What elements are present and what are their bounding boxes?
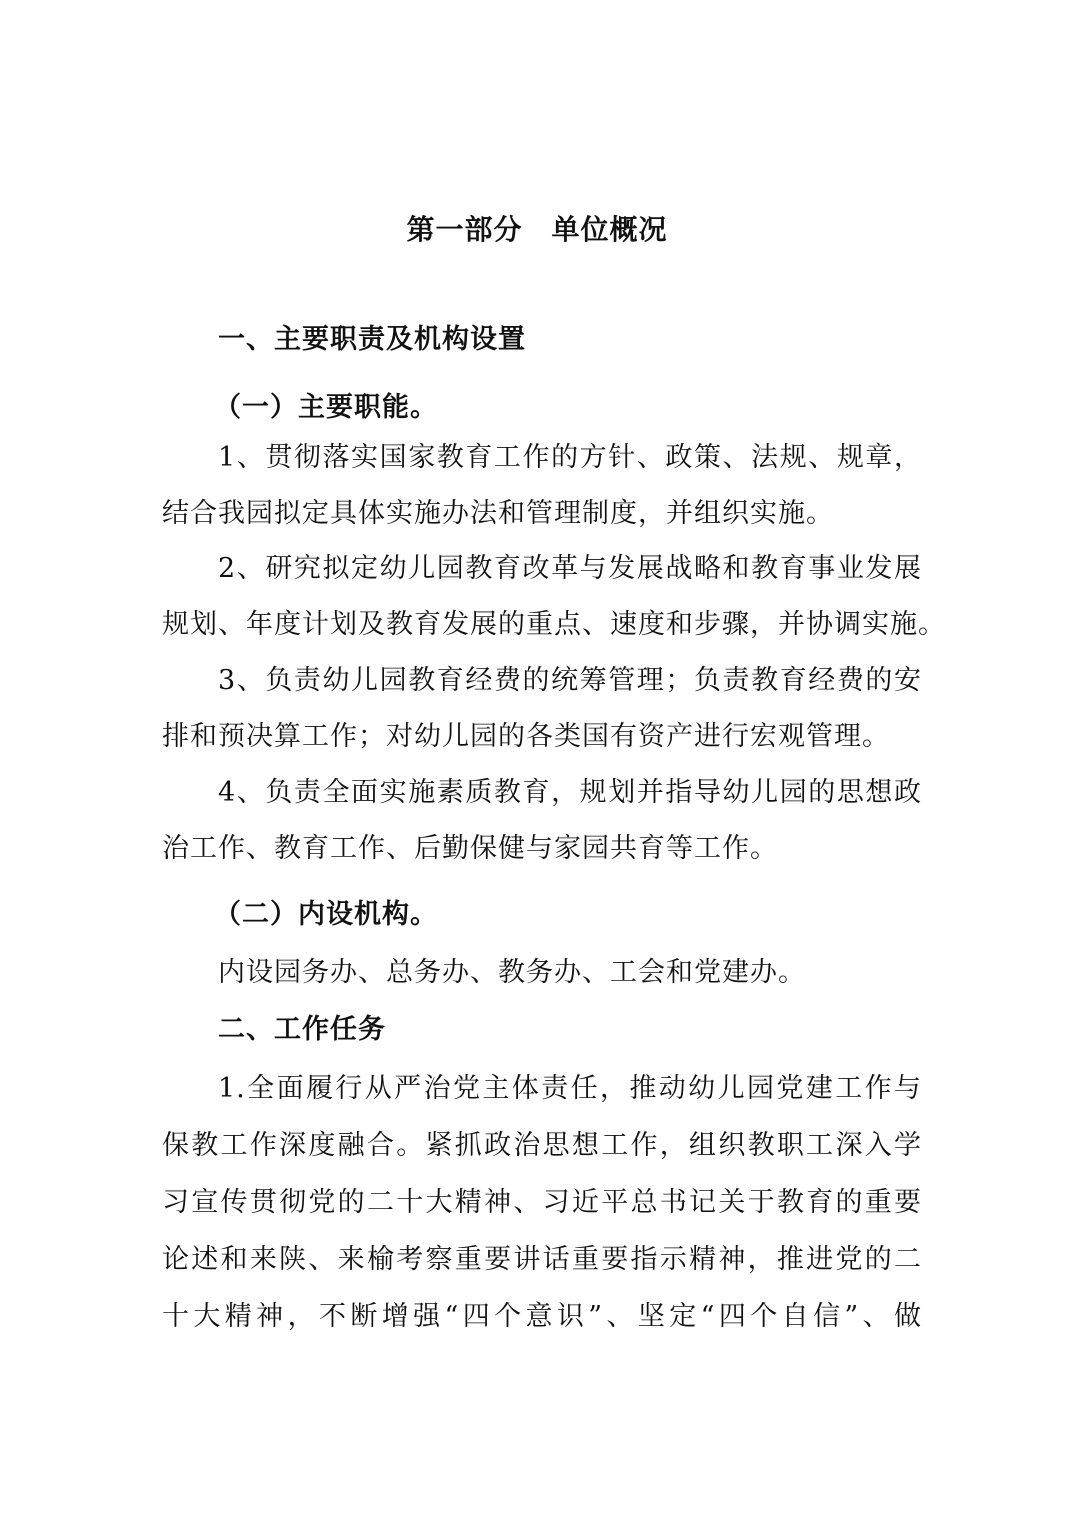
task-1-line-1: 1.全面履行从严治党主体责任，推动幼儿园党建工作与 [218,1073,922,1104]
duty-3-line-1: 3、负责幼儿园教育经费的统筹管理；负责教育经费的安 [218,665,922,696]
duty-1-line-1: 1、贯彻落实国家教育工作的方针、政策、法规、规章， [218,442,922,473]
subsection-heading-functions: （一）主要职能。 [214,392,438,423]
duty-4-line-1: 4、负责全面实施素质教育，规划并指导幼儿园的思想政 [218,777,922,808]
duty-1-line-2: 结合我园拟定具体实施办法和管理制度，并组织实施。 [162,498,834,529]
task-1-line-3: 习宣传贯彻党的二十大精神、习近平总书记关于教育的重要 [162,1187,922,1218]
organization-text: 内设园务办、总务办、教务办、工会和党建办。 [218,957,806,988]
duty-4-line-2: 治工作、教育工作、后勤保健与家园共育等工作。 [162,833,778,864]
duty-3-line-2: 排和预决算工作；对幼儿园的各类国有资产进行宏观管理。 [162,721,890,752]
subsection-heading-organization: （二）内设机构。 [214,899,438,930]
task-1-line-2: 保教工作深度融合。紧抓政治思想工作，组织教职工深入学 [162,1130,922,1161]
duty-2-line-2: 规划、年度计划及教育发展的重点、速度和步骤，并协调实施。 [162,609,946,640]
task-1-line-4: 论述和来陕、来榆考察重要讲话重要指示精神，推进党的二 [162,1244,922,1275]
page-title: 第一部分 单位概况 [406,213,668,246]
section-heading-duties: 一、主要职责及机构设置 [218,324,526,355]
duty-2-line-1: 2、研究拟定幼儿园教育改革与发展战略和教育事业发展 [218,553,922,584]
section-heading-tasks: 二、工作任务 [218,1014,386,1045]
task-1-line-5: 十大精神，不断增强“四个意识”、坚定“四个自信”、做 [162,1301,922,1332]
